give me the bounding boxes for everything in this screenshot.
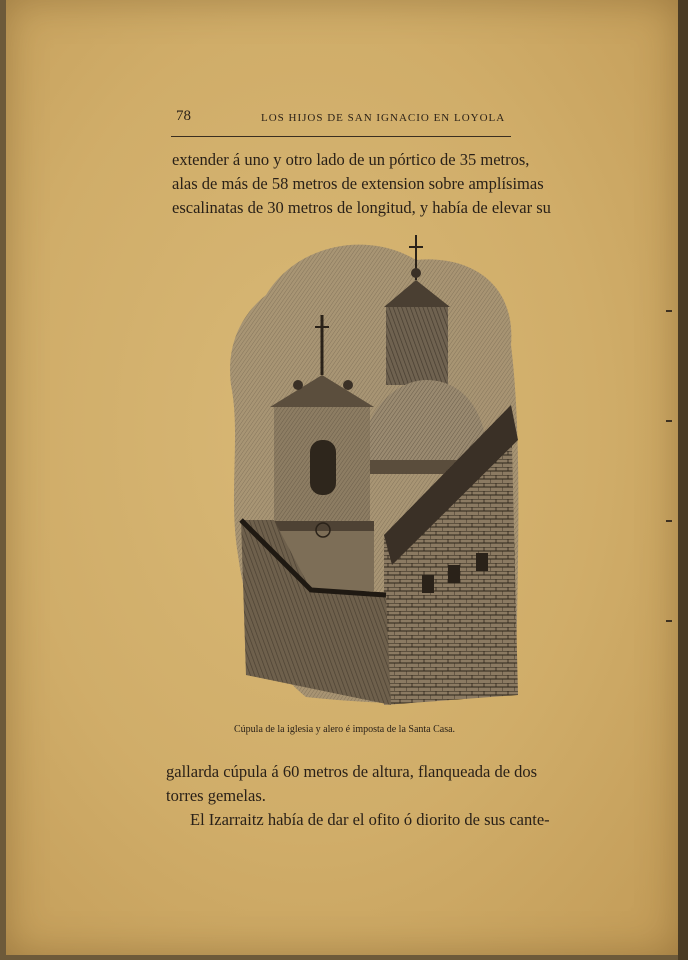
body-line: alas de más de 58 metros de extension sobre amplísimas xyxy=(172,174,544,193)
binding-stitch xyxy=(666,520,672,522)
book-page xyxy=(6,0,678,955)
binding-stitch xyxy=(666,620,672,622)
binding-stitch xyxy=(666,420,672,422)
body-line: torres gemelas. xyxy=(166,786,266,805)
dome-engraving xyxy=(226,235,522,710)
engraving-illustration xyxy=(226,235,522,710)
figure-caption: Cúpula de la iglesia y alero é imposta de la Santa Casa. xyxy=(234,724,456,735)
body-line: El Izarraitz había de dar el ofito ó diorito de sus cante- xyxy=(190,810,550,829)
body-line: escalinatas de 30 metros de longitud, y había de elevar su xyxy=(172,198,551,217)
body-line: gallarda cúpula á 60 metros de altura, flanqueada de dos xyxy=(166,762,538,781)
body-line: extender á uno y otro lado de un pórtico de 35 metros, xyxy=(172,150,530,169)
page-number: 78 xyxy=(176,108,191,124)
running-title: LOS HIJOS DE SAN IGNACIO EN LOYOLA xyxy=(261,112,506,124)
binding-stitch xyxy=(666,310,672,312)
page-header xyxy=(171,108,511,137)
page-edge xyxy=(678,0,688,960)
